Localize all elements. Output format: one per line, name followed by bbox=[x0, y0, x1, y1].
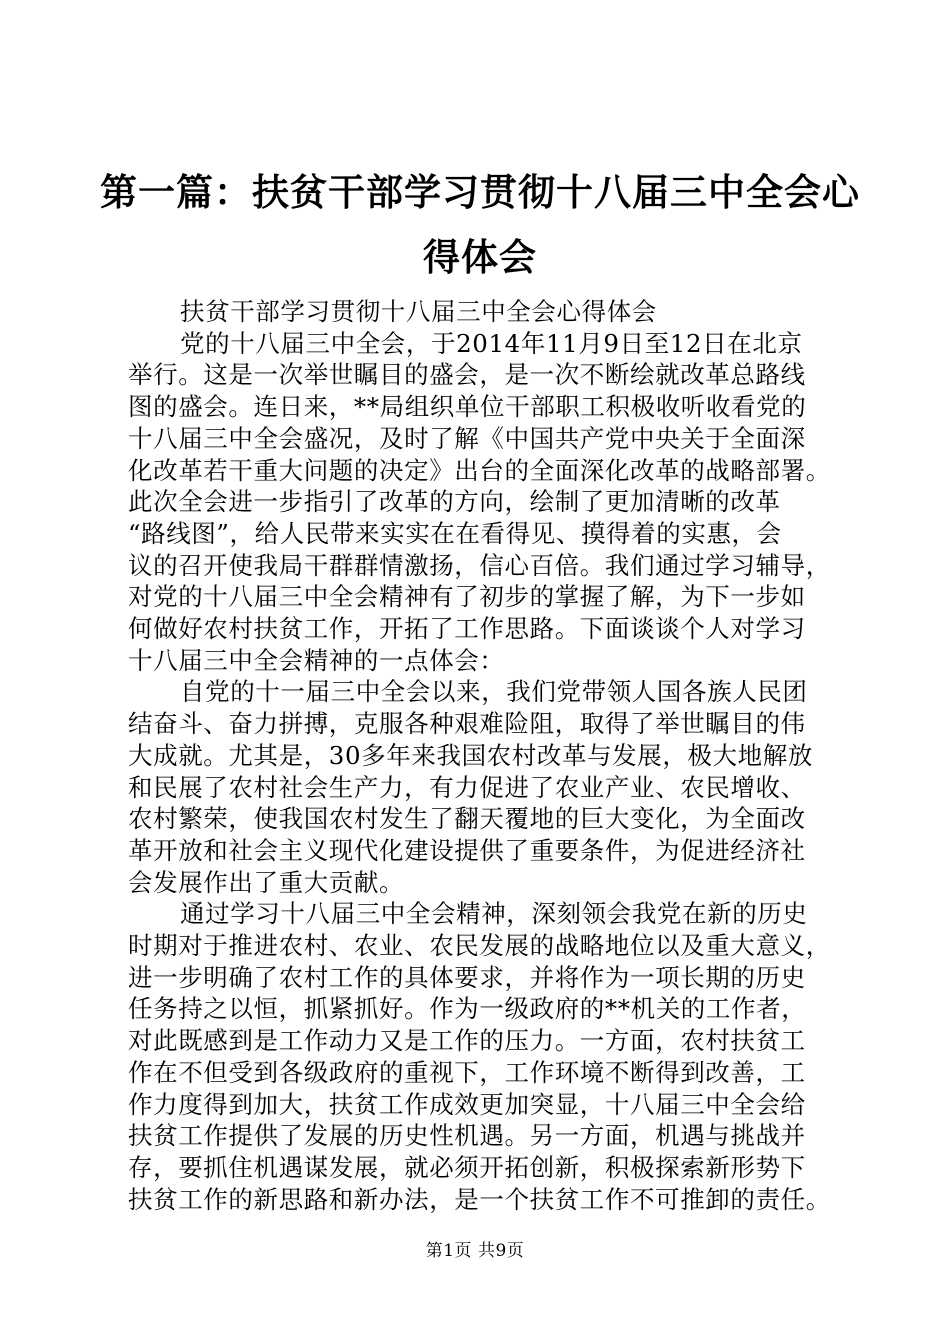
body-line: 举行。这是一次举世瞩目的盛会，是一次不断绘就改革总路线 bbox=[128, 360, 806, 390]
page-footer: 第1页 共9页 bbox=[425, 1241, 525, 1261]
body-line: 存，要抓住机遇谋发展，就必须开拓创新，积极探索新形势下 bbox=[128, 1152, 806, 1182]
body-line: 何做好农村扶贫工作，开拓了工作思路。下面谈谈个人对学习 bbox=[128, 614, 806, 644]
body-line: 对此既感到是工作动力又是工作的压力。一方面，农村扶贫工 bbox=[128, 1026, 806, 1056]
body-line: 扶贫干部学习贯彻十八届三中全会心得体会 bbox=[180, 297, 657, 326]
body-line: 扶贫工作的新思路和新办法，是一个扶贫工作不可推卸的责任。 bbox=[128, 1184, 831, 1214]
body-line: 化改革若干重大问题的决定》出台的全面深化改革的战略部署。 bbox=[128, 455, 831, 485]
body-line: 自党的十一届三中全会以来，我们党带领人国各族人民团 bbox=[180, 677, 808, 707]
body-line: 议的召开使我局干群群情激扬，信心百倍。我们通过学习辅导， bbox=[128, 550, 831, 580]
body-line: 对党的十八届三中全会精神有了初步的掌握了解，为下一步如 bbox=[128, 582, 806, 612]
body-line: 结奋斗、奋力拼搏，克服各种艰难险阻，取得了举世瞩目的伟 bbox=[128, 709, 806, 739]
document-title bbox=[100, 160, 860, 290]
body-line: 作力度得到加大，扶贫工作成效更加突显，十八届三中全会给 bbox=[128, 1089, 806, 1119]
body-line: 通过学习十八届三中全会精神，深刻领会我党在新的历史 bbox=[180, 899, 808, 929]
body-line: 时期对于推进农村、农业、农民发展的战略地位以及重大意义， bbox=[128, 931, 831, 961]
body-line: 会发展作出了重大贡献。 bbox=[128, 867, 405, 897]
body-line: 图的盛会。连日来，**局组织单位干部职工积极收听收看党的 bbox=[128, 392, 807, 422]
title-line: 第一篇：扶贫干部学习贯彻十八届三中全会心 bbox=[100, 171, 860, 214]
body-line: 作在不但受到各级政府的重视下，工作环境不断得到改善，工 bbox=[128, 1057, 806, 1087]
body-line: 革开放和社会主义现代化建设提供了重要条件，为促进经济社 bbox=[128, 835, 806, 865]
body-line: 扶贫工作提供了发展的历史性机遇。另一方面，机遇与挑战并 bbox=[128, 1121, 806, 1151]
body-line: 十八届三中全会盛况，及时了解《中国共产党中央关于全面深 bbox=[128, 423, 806, 453]
title-line: 得体会 bbox=[423, 236, 537, 279]
body-line: 农村繁荣，使我国农村发生了翻天覆地的巨大变化，为全面改 bbox=[128, 804, 806, 834]
body-line: 任务持之以恒，抓紧抓好。作为一级政府的**机关的工作者， bbox=[128, 994, 807, 1024]
body-line: 党的十八届三中全会，于2014年11月9日至12日在北京 bbox=[180, 328, 803, 358]
body-line: 大成就。尤其是，30多年来我国农村改革与发展，极大地解放 bbox=[128, 740, 813, 770]
body-line: 此次全会进一步指引了改革的方向，绘制了更加清晰的改革 bbox=[128, 487, 781, 517]
body-line: “路线图”，给人民带来实实在在看得见、摸得着的实惠，会 bbox=[128, 518, 782, 548]
body-line: 进一步明确了农村工作的具体要求，并将作为一项长期的历史 bbox=[128, 962, 806, 992]
document-body bbox=[128, 296, 831, 1215]
body-line: 十八届三中全会精神的一点体会： bbox=[128, 645, 505, 675]
body-line: 和民展了农村社会生产力，有力促进了农业产业、农民增收、 bbox=[128, 772, 806, 802]
